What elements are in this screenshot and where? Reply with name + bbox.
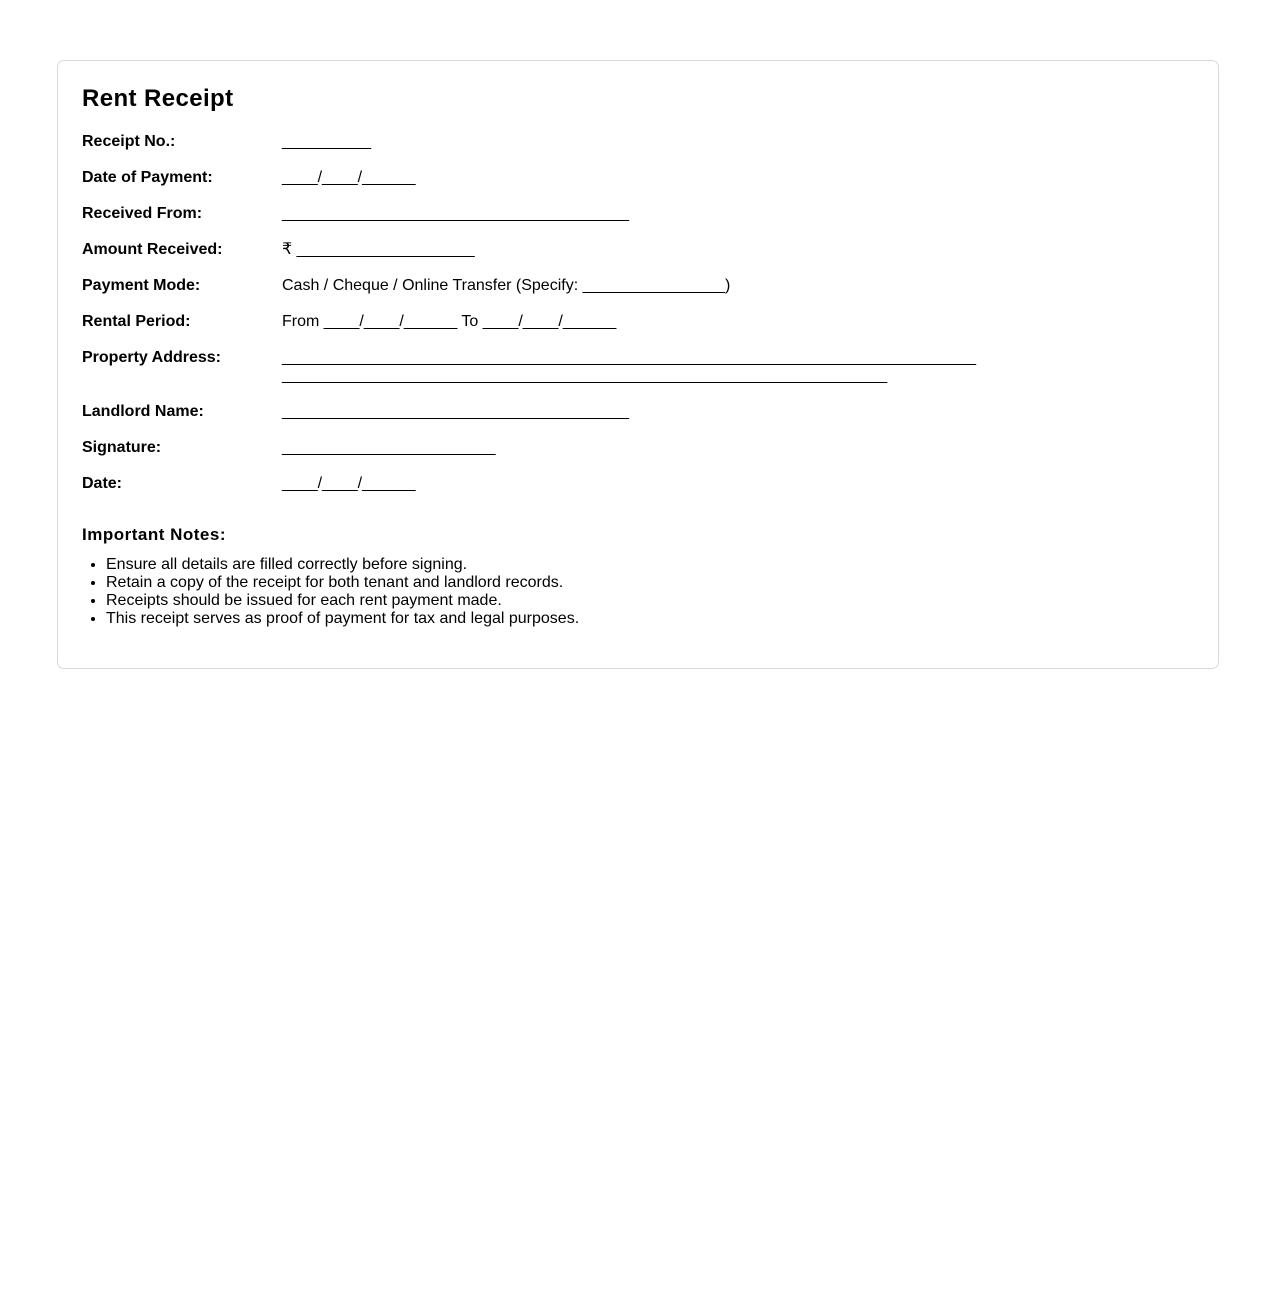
property-address-blank-line-1: ______________________________________________________________________________ — [282, 349, 977, 366]
landlord-name-blank: _______________________________________ — [282, 403, 630, 420]
date-blank: ____/____/______ — [282, 475, 416, 492]
signature-label: Signature: — [82, 439, 162, 456]
date-label: Date: — [82, 475, 123, 492]
list-item: • This receipt serves as proof of payment for tax and legal purposes. — [106, 610, 579, 628]
page-title: Rent Receipt — [82, 85, 234, 112]
date-of-payment-blank: ____/____/______ — [282, 169, 416, 186]
receipt-no-label: Receipt No.: — [82, 133, 176, 150]
property-address-label: Property Address: — [82, 349, 221, 366]
received-from-label: Received From: — [82, 205, 203, 222]
date-of-payment-label: Date of Payment: — [82, 169, 213, 186]
receipt-no-blank: __________ — [282, 133, 371, 150]
amount-received-blank: ₹ ____________________ — [282, 241, 475, 258]
payment-mode-options: Cash / Cheque / Online Transfer (Specify: ________________) — [282, 277, 731, 294]
payment-mode-label: Payment Mode: — [82, 277, 201, 294]
amount-received-label: Amount Received: — [82, 241, 223, 258]
signature-blank: ________________________ — [282, 439, 496, 456]
list-item: • Ensure all details are filled correctly before signing. — [106, 556, 579, 574]
received-from-blank: _______________________________________ — [282, 205, 630, 222]
list-item: • Receipts should be issued for each rent payment made. — [106, 592, 579, 610]
rent-receipt-card — [57, 60, 1219, 669]
property-address-blank-line-2: ____________________________________________________________________ — [282, 367, 888, 384]
rental-period-blank: From ____/____/______ To ____/____/______ — [282, 313, 617, 330]
notes-list — [82, 556, 579, 628]
notes-heading: Important Notes: — [82, 525, 226, 544]
landlord-name-label: Landlord Name: — [82, 403, 204, 420]
rental-period-label: Rental Period: — [82, 313, 191, 330]
list-item: • Retain a copy of the receipt for both tenant and landlord records. — [106, 574, 579, 592]
